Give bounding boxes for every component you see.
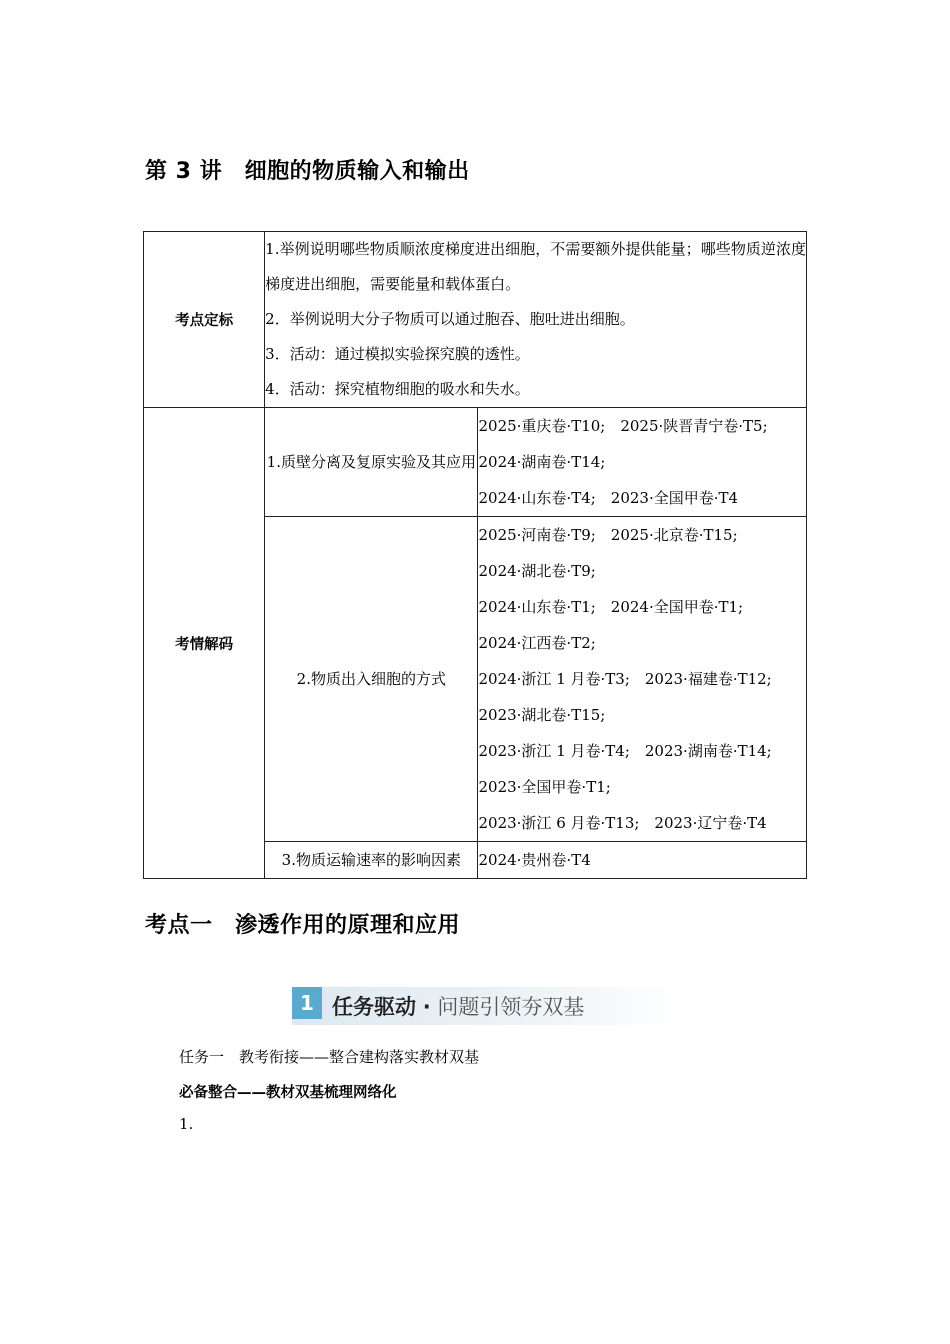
exam-list: [478, 517, 807, 842]
goal-item: 3．活动：通过模拟实验探究膜的透性。: [265, 345, 530, 363]
exam-entry: 2023·湖北卷·T15;: [478, 706, 606, 724]
banner-subtitle: 问题引领夯双基: [437, 995, 585, 1019]
exam-entry: 2024·贵州卷·T4: [478, 851, 591, 869]
banner-dot: ·: [422, 995, 431, 1019]
exam-list: [478, 408, 807, 517]
exam-list: [478, 842, 807, 879]
goals-cell: [265, 232, 807, 408]
item-number: 1.: [179, 1115, 194, 1133]
topic-row: [144, 408, 807, 517]
exam-entry: 2024·湖南卷·T14;: [478, 453, 606, 471]
page-title: 第 3 讲 细胞的物质输入和输出: [145, 159, 470, 184]
exam-entry: 2023·全国甲卷·T1;: [478, 778, 611, 796]
overview-table: [143, 231, 807, 879]
topic-name: 2.物质出入细胞的方式: [265, 517, 478, 842]
exam-label: 考情解码: [144, 408, 265, 879]
exam-entry: 2024·湖北卷·T9;: [478, 562, 596, 580]
goal-item: 1.举例说明哪些物质顺浓度梯度进出细胞，不需要额外提供能量；哪些物质逆浓度梯度进出细胞，需要能量和载体蛋白。: [265, 240, 806, 293]
integrate-heading: 必备整合——教材双基梳理网络化: [179, 1085, 397, 1101]
banner-number: 1: [292, 987, 322, 1019]
exam-entry: 2024·山东卷·T4; 2023·全国甲卷·T4: [478, 489, 739, 507]
goals-label: 考点定标: [144, 232, 265, 408]
banner-text: [332, 991, 584, 1021]
task-banner: [292, 987, 684, 1025]
topic-name: 3.物质运输速率的影响因素: [265, 842, 478, 879]
goal-item: 4．活动：探究植物细胞的吸水和失水。: [265, 380, 530, 398]
exam-entry: 2024·江西卷·T2;: [478, 634, 596, 652]
goals-row: [144, 232, 807, 408]
exam-entry: 2023·浙江 6 月卷·T13; 2023·辽宁卷·T4: [478, 814, 767, 832]
goal-item: 2．举例说明大分子物质可以通过胞吞、胞吐进出细胞。: [265, 310, 635, 328]
exam-entry: 2024·山东卷·T1; 2024·全国甲卷·T1;: [478, 598, 744, 616]
task-heading: 任务一 教考衔接——整合建构落实教材双基: [179, 1048, 480, 1066]
exam-entry: 2025·重庆卷·T10; 2025·陕晋青宁卷·T5;: [478, 417, 768, 435]
exam-entry: 2025·河南卷·T9; 2025·北京卷·T15;: [478, 526, 738, 544]
topic-name: 1.质壁分离及复原实验及其应用: [265, 408, 478, 517]
exam-entry: 2024·浙江 1 月卷·T3; 2023·福建卷·T12;: [478, 670, 772, 688]
exam-entry: 2023·浙江 1 月卷·T4; 2023·湖南卷·T14;: [478, 742, 772, 760]
section-title: 考点一 渗透作用的原理和应用: [145, 913, 461, 938]
banner-title: 任务驱动: [332, 995, 416, 1019]
